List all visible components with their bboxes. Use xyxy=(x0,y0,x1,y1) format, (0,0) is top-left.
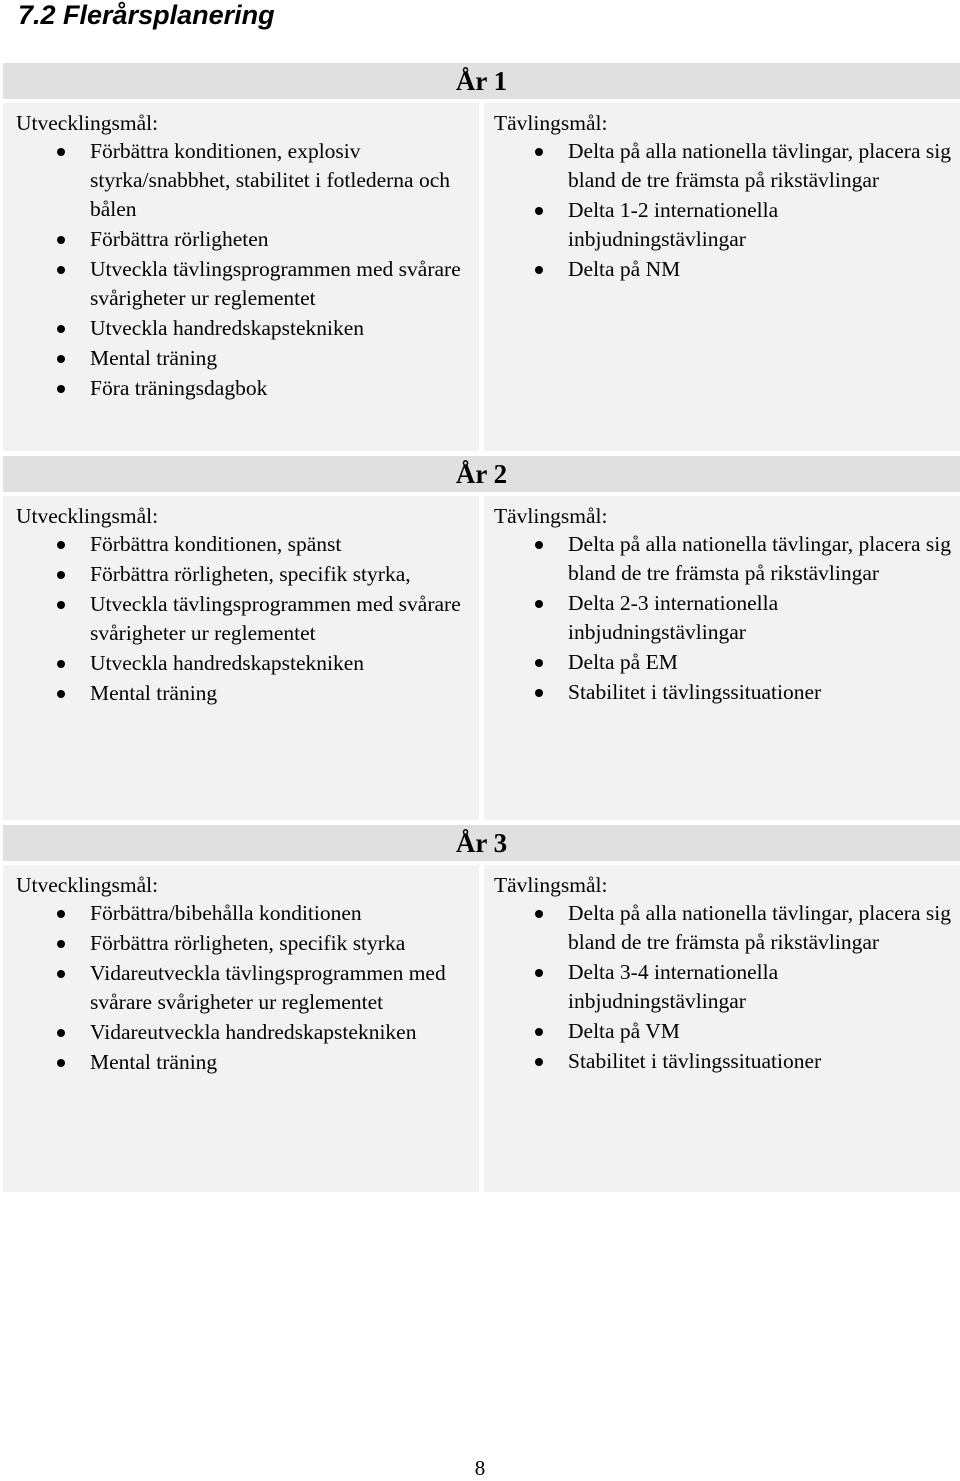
development-goals-year-3 xyxy=(3,865,479,1192)
list-item: Föra träningsdagbok xyxy=(90,374,475,403)
development-goals-heading: Utvecklingsmål: xyxy=(16,873,159,897)
list-item: Delta på VM xyxy=(568,1017,953,1046)
list-item: Förbättra/bibehålla konditionen xyxy=(90,899,475,928)
competition-goals-year-2 xyxy=(484,496,960,820)
list-item: Utveckla tävlingsprogrammen med svårare svårigheter ur reglementet xyxy=(90,590,475,648)
competition-goals-list xyxy=(568,899,953,1077)
competition-goals-heading: Tävlingsmål: xyxy=(494,873,608,897)
list-item: Mental träning xyxy=(90,679,475,708)
competition-goals-year-1 xyxy=(484,103,960,451)
competition-goals-list xyxy=(568,530,953,708)
competition-goals-list xyxy=(568,137,953,285)
development-goals-list xyxy=(90,137,475,404)
list-item: Stabilitet i tävlingssituationer xyxy=(568,1047,953,1076)
list-item: Delta 2-3 internationella inbjudningstävlingar xyxy=(568,589,953,647)
section-title: 7.2 Flerårsplanering xyxy=(18,0,275,30)
list-item: Förbättra konditionen, explosiv styrka/snabbhet, stabilitet i fotlederna och bålen xyxy=(90,137,475,224)
list-item: Utveckla handredskapstekniken xyxy=(90,314,475,343)
year-header-1: År 1 xyxy=(3,63,960,99)
development-goals-heading: Utvecklingsmål: xyxy=(16,111,159,135)
list-item: Förbättra konditionen, spänst xyxy=(90,530,475,559)
list-item: Förbättra rörligheten xyxy=(90,225,475,254)
competition-goals-heading: Tävlingsmål: xyxy=(494,504,608,528)
list-item: Delta 1-2 internationella inbjudningstävlingar xyxy=(568,196,953,254)
year-header-2: År 2 xyxy=(3,456,960,492)
development-goals-heading: Utvecklingsmål: xyxy=(16,504,159,528)
development-goals-year-2 xyxy=(3,496,479,820)
list-item: Mental träning xyxy=(90,344,475,373)
list-item: Utveckla tävlingsprogrammen med svårare svårigheter ur reglementet xyxy=(90,255,475,313)
development-goals-list xyxy=(90,899,475,1078)
list-item: Förbättra rörligheten, specifik styrka xyxy=(90,929,475,958)
list-item: Mental träning xyxy=(90,1048,475,1077)
list-item: Delta 3-4 internationella inbjudningstävlingar xyxy=(568,958,953,1016)
development-goals-list xyxy=(90,530,475,709)
list-item: Delta på EM xyxy=(568,648,953,677)
list-item: Förbättra rörligheten, specifik styrka, xyxy=(90,560,475,589)
list-item: Utveckla handredskapstekniken xyxy=(90,649,475,678)
list-item: Stabilitet i tävlingssituationer xyxy=(568,678,953,707)
list-item: Delta på alla nationella tävlingar, placera sig bland de tre främsta på rikstävlingar xyxy=(568,899,953,957)
page-number: 8 xyxy=(474,1456,486,1480)
list-item: Delta på alla nationella tävlingar, placera sig bland de tre främsta på rikstävlingar xyxy=(568,530,953,588)
list-item: Delta på NM xyxy=(568,255,953,284)
list-item: Delta på alla nationella tävlingar, placera sig bland de tre främsta på rikstävlingar xyxy=(568,137,953,195)
list-item: Vidareutveckla tävlingsprogrammen med svårare svårigheter ur reglementet xyxy=(90,959,475,1017)
competition-goals-heading: Tävlingsmål: xyxy=(494,111,608,135)
list-item: Vidareutveckla handredskapstekniken xyxy=(90,1018,475,1047)
development-goals-year-1 xyxy=(3,103,479,451)
competition-goals-year-3 xyxy=(484,865,960,1192)
year-header-3: År 3 xyxy=(3,825,960,861)
